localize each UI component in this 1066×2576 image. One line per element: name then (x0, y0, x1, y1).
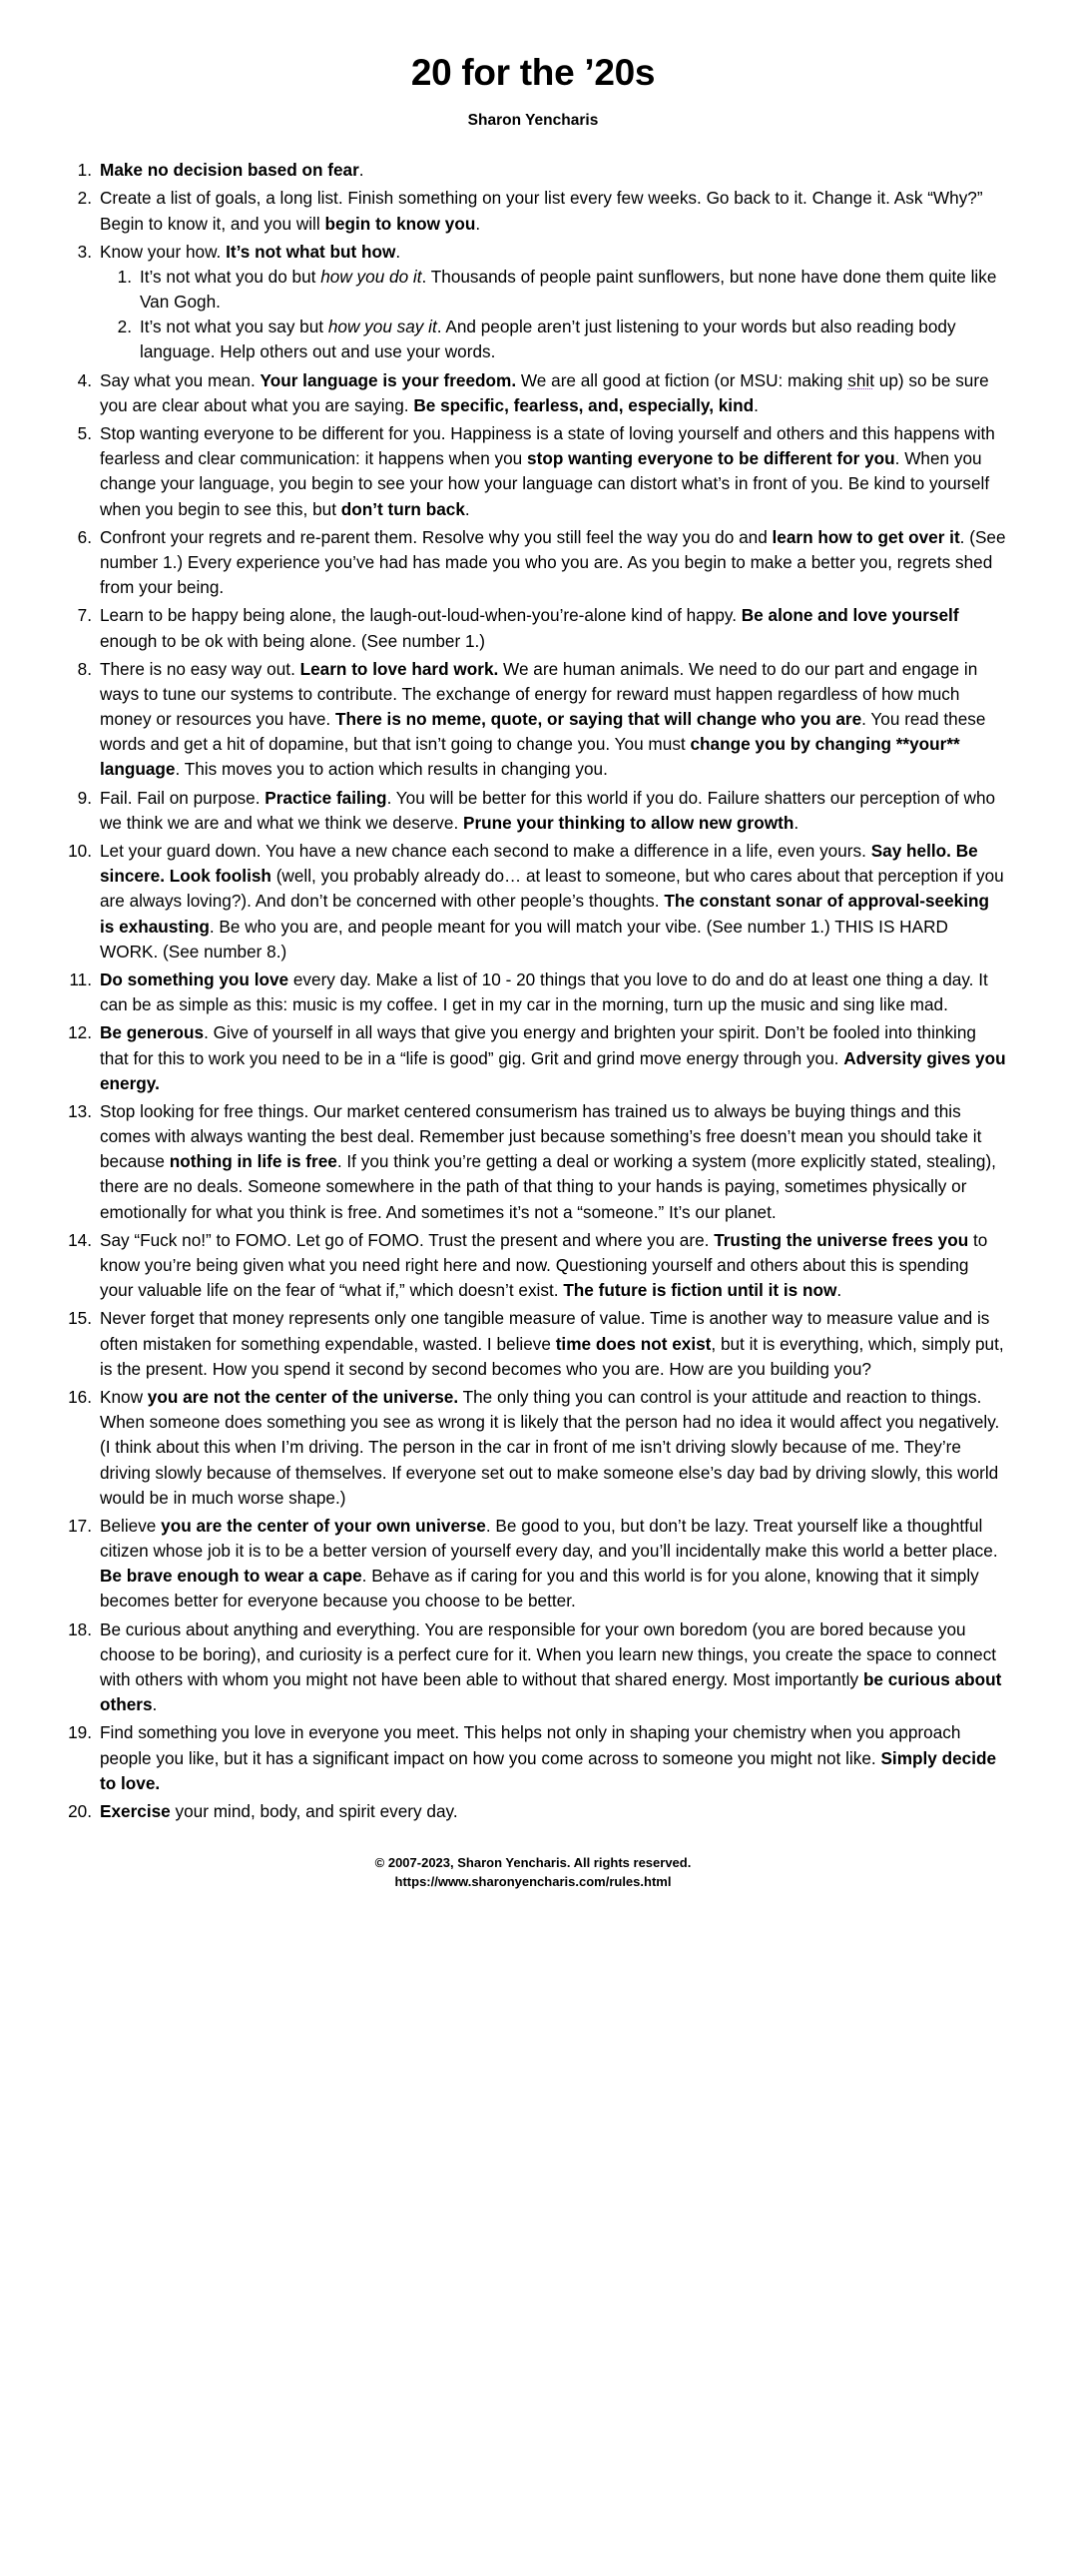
sub-list-item-text: It’s not what you say but how you say it. And people aren’t just listening to your words but also reading body language. Help others out and use your words. (140, 317, 956, 362)
list-item (60, 1799, 1006, 1824)
sub-list-item (100, 315, 1006, 364)
list-item-text: Know your how. It’s not what but how. (100, 241, 401, 262)
list-item-text: Be curious about anything and everything. You are responsible for your own boredom (you are bored because you choose to be boring), and curiosity is a perfect cure for it. When you learn new things, you create the space to connect with others with whom you might not have been able to without that shared energy. Most importantly be curious about others. (100, 1618, 1002, 1715)
copyright-notice: © 2007-2023, Sharon Yencharis. All rights reserved. (374, 1855, 692, 1871)
list-item-text: Stop looking for free things. Our market centered consumerism has trained us to always be buying things and this comes with always wanting the best deal. Remember just because something’s free doesn’t mean you should take it because nothing in life is free. If you think you’re getting a deal or working a system (more explicitly stated, stealing), there are no deals. Someone somewhere in the path of that thing to your hands is paying, sometimes physically or emotionally for what you think is free. And sometimes it’s not a “someone.” It’s our planet. (100, 1100, 996, 1222)
list-item-text: Create a list of goals, a long list. Finish something on your list every few weeks. Go back to it. Change it. Ask “Why?” Begin to know it, and you will begin to know you. (100, 188, 983, 234)
list-item (60, 786, 1006, 836)
sub-list-item (100, 265, 1006, 315)
sub-list-item-text: It’s not what you do but how you do it. Thousands of people paint sunflowers, but none have done them quite like Van Gogh. (140, 266, 997, 313)
list-item-text: Say “Fuck no!” to FOMO. Let go of FOMO. Trust the present and where you are. Trusting the universe frees you to know you’re being given what you need right here and now. Questioning yourself and others about this is spending your valuable life on the fear of “what if,” which doesn’t exist. The future is fiction until it is now. (100, 1229, 988, 1301)
list-item-text: Make no decision based on fear. (100, 160, 364, 181)
list-item-text: Do something you love every day. Make a list of 10 - 20 things that you love to do and do at least one thing a day. It can be as simple as this: music is my coffee. I get in my car in the morning, turn up the music and sing like mad. (100, 968, 988, 1015)
list-item (60, 839, 1006, 965)
list-item-text: Let your guard down. You have a new chance each second to make a difference in a life, even yours. Say hello. Be sincere. Look foolish (well, you probably already do… at least to someone, but who cares about that perception if you are always loving?). And don’t be concerned with other people’s thoughts. The constant sonar of approval-seeking is exhausting. Be who you are, and people meant for you will match your vibe. (See number 1.) THIS IS HARD WORK. (See number 8.) (100, 841, 1004, 962)
list-item-text: Fail. Fail on purpose. Practice failing. You will be better for this world if you do. Failure shatters our perception of who we think we are and what we think we deserve. Prune your thinking to allow new growth. (100, 787, 996, 833)
sub-list (100, 265, 1006, 365)
list-item (60, 186, 1006, 236)
list-item (60, 1617, 1006, 1718)
list-item-text: Know you are not the center of the universe. The only thing you can control is your attitude and reaction to things. When someone does something you see as wrong it is likely that the person had no idea it would affect you negatively. (I think about this when I’m driving. The person in the car in front of me isn’t driving slowly because of me. They’re driving slowly because of themselves. If everyone set out to make someone else’s day bad by driving slowly, this world would be in much worse shape.) (100, 1386, 1000, 1508)
rules-list (60, 158, 1006, 1824)
list-item-text: Learn to be happy being alone, the laugh-out-loud-when-you’re-alone kind of happy. Be alone and love yourself enough to be ok with being alone. (See number 1.) (100, 605, 959, 651)
list-item (60, 1228, 1006, 1304)
list-item-text: Confront your regrets and re-parent them. Resolve why you still feel the way you do and learn how to get over it. (See number 1.) Every experience you’ve had has made you who you are. As you begin to make a better you, regrets shed from your being. (100, 526, 1006, 598)
list-item-text: Believe you are the center of your own universe. Be good to you, but don’t be lazy. Treat yourself like a thoughtful citizen whose job it is to be a better version of yourself every day, and you’ll incidentally make this world a better place. Be brave enough to wear a cape. Behave as if caring for you and this world is for you alone, knowing that it simply becomes better for everyone because you choose to be better. (100, 1515, 998, 1611)
list-item-text: Stop wanting everyone to be different for you. Happiness is a state of loving yourself and others and this happens with fearless and clear communication: it happens when you stop wanting everyone to be different for you. When you change your language, you begin to see your how your language can distort what’s in front of you. Be kind to yourself when you begin to see this, but don’t turn back. (100, 423, 995, 519)
list-item (60, 368, 1006, 418)
list-item (60, 657, 1006, 783)
list-item-text: Never forget that money represents only one tangible measure of value. Time is another way to measure value and is often mistaken for something expendable, wasted. I believe time does not exist, but it is everything, which, simply put, is the present. How you spend it second by second becomes who you are. How are you building you? (100, 1308, 1004, 1379)
list-item (60, 1720, 1006, 1796)
source-url[interactable]: https://www.sharonyencharis.com/rules.html (394, 1873, 672, 1889)
footer (60, 1854, 1006, 1892)
list-item-text: There is no easy way out. Learn to love hard work. We are human animals. We need to do our part and engage in ways to tune our systems to contribute. The exchange of energy for reward must happen regardless of how much money or resources you have. There is no meme, quote, or saying that will change who you are. You read these words and get a hit of dopamine, but that isn’t going to change you. You must change you by changing **your** language. This moves you to action which results in changing you. (100, 658, 986, 780)
list-item (60, 603, 1006, 653)
list-item (60, 1020, 1006, 1096)
list-item (60, 421, 1006, 522)
author-byline: Sharon Yencharis (467, 111, 599, 129)
list-item (60, 1385, 1006, 1511)
list-item (60, 1306, 1006, 1382)
list-item (60, 525, 1006, 601)
list-item (60, 240, 1006, 365)
list-item-text: Exercise your mind, body, and spirit every day. (100, 1800, 458, 1821)
list-item-text: Say what you mean. Your language is your freedom. We are all good at fiction (or MSU: making shit up) so be sure you are clear about what you are saying. Be specific, fearless, and, especially, kind. (100, 369, 989, 415)
page-title: 20 for the ’20s (410, 52, 656, 93)
list-item (60, 1099, 1006, 1225)
list-item (60, 1514, 1006, 1614)
list-item (60, 967, 1006, 1017)
list-item-text: Find something you love in everyone you meet. This helps not only in shaping your chemistry when you approach people you like, but it has a significant impact on how you come across to someone you might not like. Simply decide to love. (100, 1722, 997, 1793)
list-item (60, 158, 1006, 183)
list-item-text: Be generous. Give of yourself in all ways that give you energy and brighten your spirit. Don’t be fooled into thinking that for this to work you need to be in a “life is good” gig. Grit and grind move energy through you. Adversity gives you energy. (100, 1022, 1006, 1093)
